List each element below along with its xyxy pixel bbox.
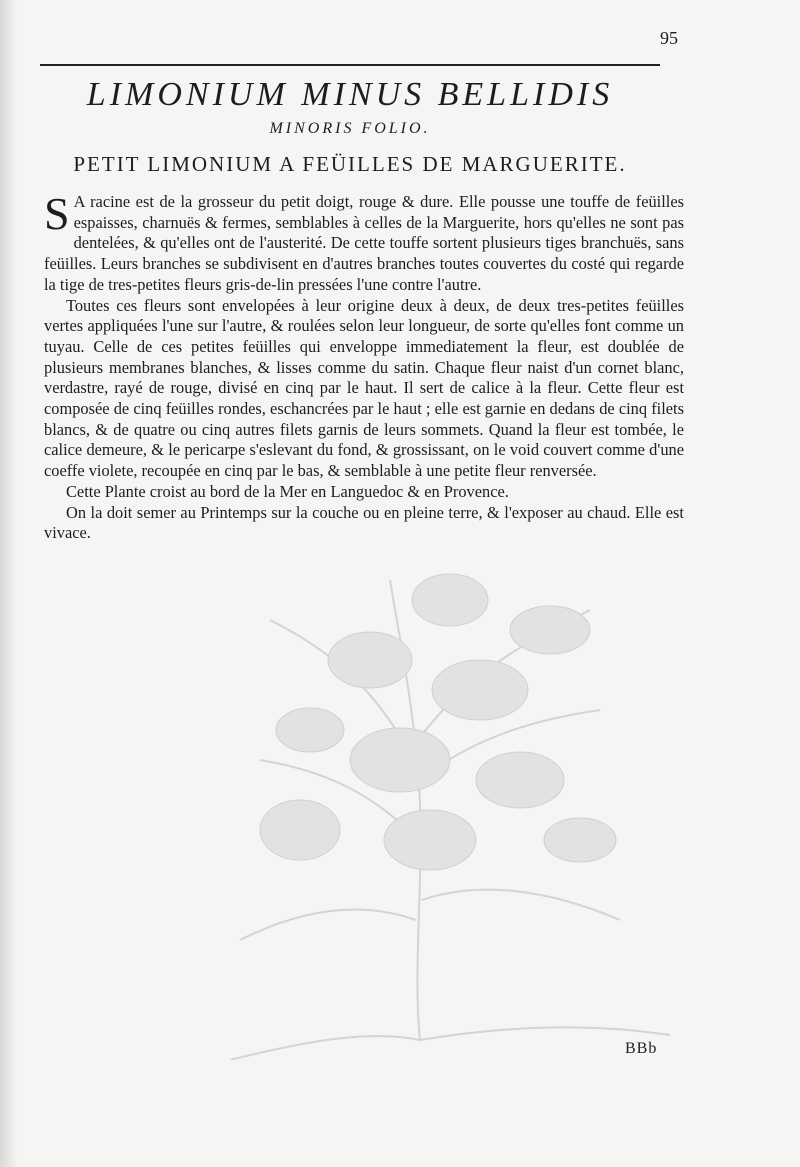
paragraph-4: On la doit semer au Printemps sur la couche ou en pleine terre, & l'exposer au chaud. Elle est vivace. (44, 502, 684, 543)
page-subtitle: MINORIS FOLIO. (269, 120, 431, 137)
signature-mark: BBb (625, 1040, 658, 1057)
show-through-plant-illustration (150, 540, 770, 1060)
paragraph-2: Toutes ces fleurs sont envelopées à leur origine deux à deux, de deux tres-petites feüilles vertes appliquées l'une sur l'autre, & roulées selon leur longueur, de sorte qu'elles font comme un tuyau. Celle de ces petites feüilles qui enveloppe immediatement la fleur, est doublée de plusieurs membranes blanches, & lisses comme du satin. Chaque fleur naist d'un cornet blanc, verdastre, rayé de rouge, divisé en cinq par le haut. Il sert de calice à la fleur. Cette fleur est composée de cinq feüilles rondes, eschancrées par le haut ; elle est garnie en dedans de cinq filets blancs, & de quatre ou cinq autres filets garnis de leurs sommets. Quand la fleur est tombée, le calice demeure, & le pericarpe s'eslevant du fond, & grossissant, on le void couvert comme d'une coeffe violete, recoupée en cinq par le bas, & semblable à une petite fleur renversée. (44, 295, 684, 481)
paragraph-1-text: A racine est de la grosseur du petit doigt, rouge & dure. Elle pousse une touffe de feüilles espaisses, charnuës & fermes, semblables à celles de la Marguerite, hors qu'elles ne sont pas dentelées, & qu'elles ont de l'austerité. De cette touffe sortent plusieurs tiges branchuës, sans feüilles. Leurs branches se subdivisent en d'autres branches toutes couvertes du costé qui regarde la tige de tres-petites fleurs gris-de-lin pressées l'une contre l'autre. (44, 192, 684, 294)
french-heading: PETIT LIMONIUM A FEÜILLES DE MARGUERITE. (73, 152, 627, 176)
drop-cap: S (44, 188, 70, 239)
page-edge-shadow (0, 0, 18, 1167)
body-text (44, 188, 684, 544)
paragraph-1 (44, 188, 684, 296)
header-rule (40, 64, 660, 66)
paragraph-3: Cette Plante croist au bord de la Mer en Languedoc & en Provence. (66, 481, 509, 501)
page-title: LIMONIUM MINUS BELLIDIS (86, 76, 614, 113)
page-number: 95 (660, 28, 678, 48)
